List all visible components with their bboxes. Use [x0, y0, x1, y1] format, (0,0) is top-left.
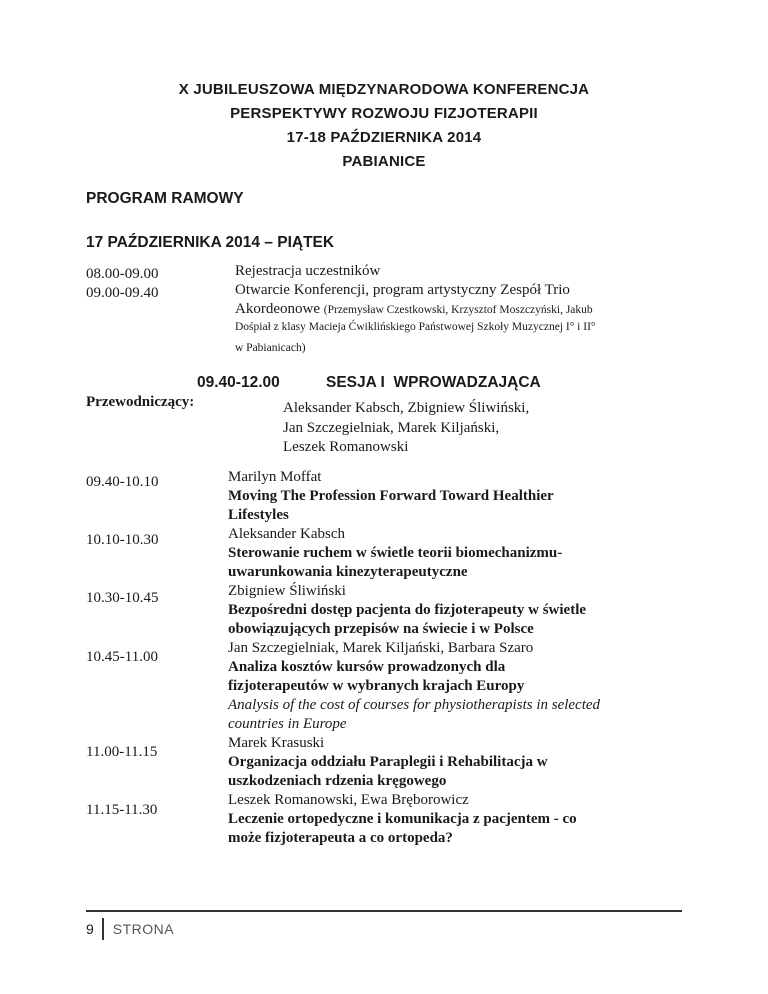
session-time: 09.40-12.00 — [197, 374, 280, 391]
ensemble-name: Akordeonowe — [235, 301, 320, 317]
note-line: Dośpiał z klasy Macieja Ćwiklińskiego Państwowej Szkoły Muzycznej I° i II° — [235, 321, 596, 333]
opening-item-line: Otwarcie Konferencji, program artystyczny Zespół Trio — [235, 282, 570, 298]
performers-note-cont — [235, 317, 695, 359]
talk-title: Bezpośredni dostęp pacjenta do fizjoterapeuty w świetle — [228, 602, 587, 618]
registration-item: Rejestracja uczestników — [235, 263, 381, 279]
talk-item — [228, 734, 688, 791]
talk-title: Moving The Profession Forward Toward Healthier — [228, 488, 554, 504]
talk-time: 10.30-10.45 — [86, 590, 159, 606]
talk-title: Sterowanie ruchem w świetle teorii biomechanizmu- — [228, 545, 563, 561]
header-line-2: PERSPEKTYWY ROZWOJU FIZJOTERAPII — [230, 105, 538, 122]
header-line-4: PABIANICE — [342, 153, 426, 170]
footer-rule — [86, 910, 682, 912]
talk-title: Organizacja oddziału Paraplegii i Rehabilitacja w — [228, 754, 548, 770]
talk-time: 10.45-11.00 — [86, 649, 158, 665]
talk-title: fizjoterapeutów w wybranych krajach Europy — [228, 678, 525, 694]
talk-speaker: Aleksander Kabsch — [228, 526, 346, 542]
talk-speaker: Zbigniew Śliwiński — [228, 583, 346, 599]
note-line: w Pabianicach) — [235, 342, 306, 354]
talk-speaker: Leszek Romanowski, Ewa Bręborowicz — [228, 792, 469, 808]
talk-time: 10.10-10.30 — [86, 532, 159, 548]
performers-note: (Przemysław Czestkowski, Krzysztof Moszczyński, Jakub — [323, 304, 593, 316]
talks-list — [228, 468, 688, 848]
talk-speaker: Marek Krasuski — [228, 735, 325, 751]
session-name: SESJA I WPROWADZAJĄCA — [326, 374, 541, 391]
talk-title: obowiązujących przepisów na świecie i w Polsce — [228, 621, 534, 637]
day-heading: 17 PAŹDZIERNIKA 2014 – PIĄTEK — [86, 234, 335, 251]
opening-times — [86, 265, 159, 303]
talk-title: Analiza kosztów kursów prowadzonych dla — [228, 659, 506, 675]
time-slot: 08.00-09.00 — [86, 266, 159, 282]
chairs-list — [283, 399, 529, 458]
chair-label: Przewodniczący: — [86, 394, 195, 410]
opening-entries — [235, 262, 685, 320]
talk-title: Lifestyles — [228, 507, 289, 523]
page-number: 9 — [86, 921, 94, 937]
talk-time: 11.15-11.30 — [86, 802, 158, 818]
talk-title: Leczenie ortopedyczne i komunikacja z pacjentem - co — [228, 811, 577, 827]
talk-item — [228, 639, 688, 734]
time-slot: 09.00-09.40 — [86, 285, 159, 301]
talk-item — [228, 468, 688, 525]
talk-item — [228, 582, 688, 639]
talk-title: uwarunkowania kinezyterapeutyczne — [228, 564, 468, 580]
talk-speaker: Marilyn Moffat — [228, 469, 322, 485]
header-line-1: X JUBILEUSZOWA MIĘDZYNARODOWA KONFERENCJA — [178, 81, 590, 98]
chairs-line: Jan Szczegielniak, Marek Kiljański, — [283, 419, 500, 436]
talk-speaker: Jan Szczegielniak, Marek Kiljański, Barbara Szaro — [228, 640, 534, 656]
talk-title: może fizjoterapeuta a co ortopeda? — [228, 830, 453, 846]
footer-separator — [102, 918, 104, 940]
chairs-line: Aleksander Kabsch, Zbigniew Śliwiński, — [283, 400, 530, 416]
footer-label: STRONA — [112, 921, 175, 937]
chairs-line: Leszek Romanowski — [283, 439, 409, 455]
talk-item — [228, 525, 688, 582]
talk-title: uszkodzeniach rdzenia kręgowego — [228, 773, 447, 789]
document-header — [0, 78, 768, 174]
program-title: PROGRAM RAMOWY — [86, 190, 244, 207]
header-line-3: 17-18 PAŹDZIERNIKA 2014 — [286, 129, 482, 146]
talk-title-english: countries in Europe — [228, 716, 347, 732]
talk-time: 09.40-10.10 — [86, 474, 159, 490]
talk-title-english: Analysis of the cost of courses for physiotherapists in selected — [228, 697, 601, 713]
page-footer — [86, 918, 174, 940]
talk-time: 11.00-11.15 — [86, 744, 158, 760]
talk-item — [228, 791, 688, 848]
